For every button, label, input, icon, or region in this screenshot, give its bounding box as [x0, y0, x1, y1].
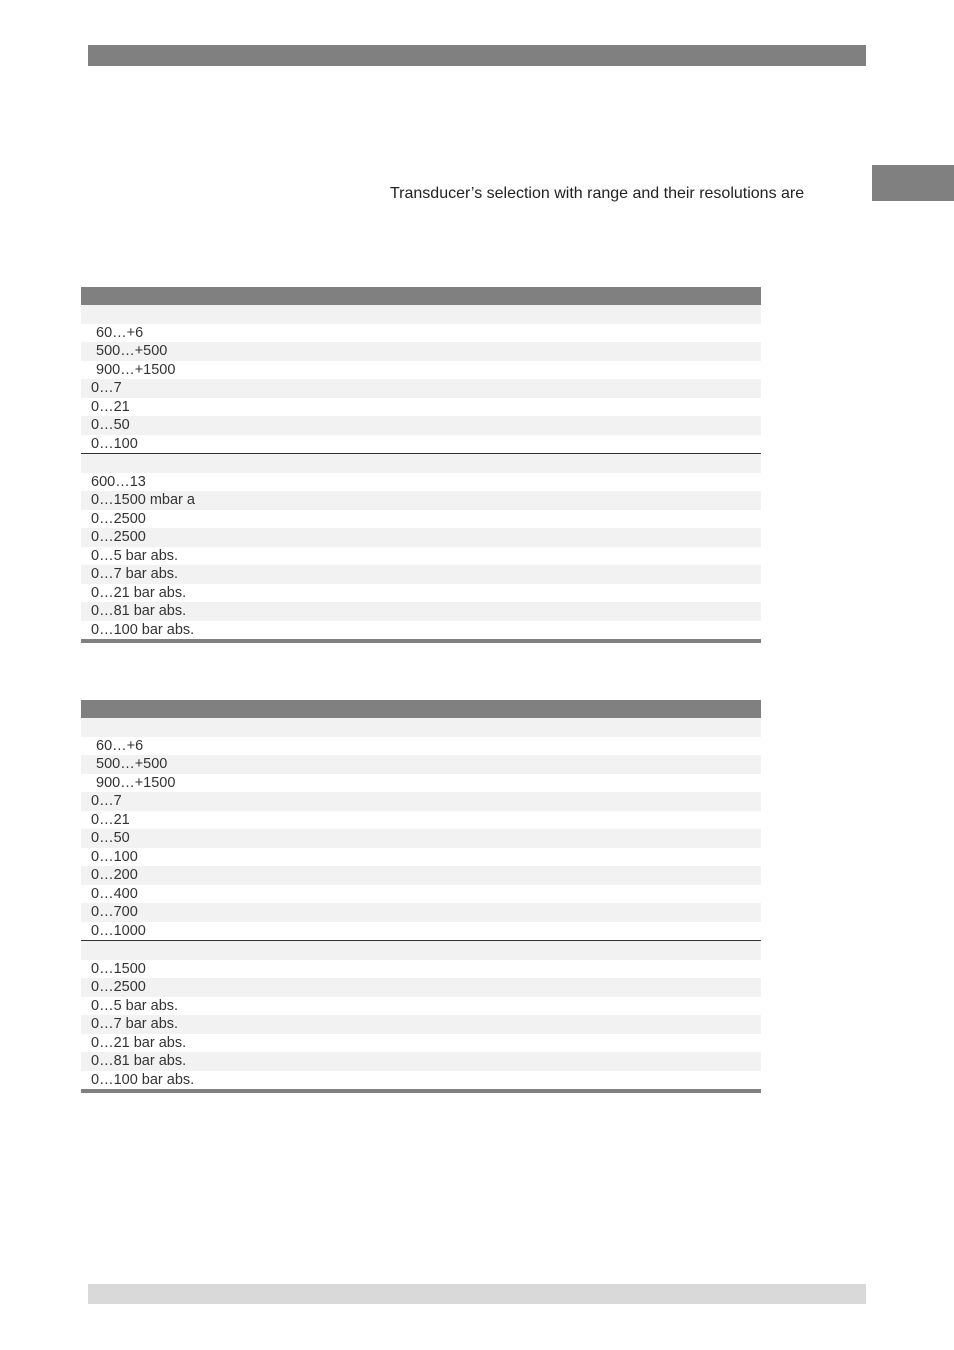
- table-row: 0…5 bar abs.: [91, 547, 179, 564]
- range-table-2: [81, 700, 761, 1093]
- table-row: [81, 454, 761, 473]
- table-row: [81, 305, 761, 324]
- table-header: [81, 700, 761, 718]
- table-row: [81, 718, 761, 737]
- table-row: 60…+6: [96, 737, 144, 754]
- table-row: 900…+1500: [96, 361, 176, 378]
- table-row: 0…21 bar abs.: [91, 1034, 187, 1051]
- table-group-1: [81, 305, 761, 453]
- table-row: 0…21 bar abs.: [91, 584, 187, 601]
- table-row: 0…7: [81, 792, 761, 811]
- table-row: 60…+6: [96, 324, 144, 341]
- table-row: 0…200: [81, 866, 761, 885]
- table-bottom-rule: [81, 639, 761, 643]
- table-row: 500…+500: [81, 755, 761, 774]
- table-row: 0…1500 mbar a: [81, 491, 761, 510]
- table-group-1: [81, 718, 761, 940]
- table-row: 0…100 bar abs.: [91, 1071, 195, 1088]
- table-row: 0…100: [91, 848, 138, 865]
- table-row: 900…+1500: [96, 774, 176, 791]
- table-row: 0…1000: [91, 922, 146, 939]
- table-row: 0…700: [81, 903, 761, 922]
- range-table-1: [81, 287, 761, 643]
- table-row: 0…1500: [91, 960, 146, 977]
- table-row: [81, 941, 761, 960]
- table-row: 0…5 bar abs.: [91, 997, 179, 1014]
- table-row: 0…100: [91, 435, 138, 452]
- table-row: 0…100 bar abs.: [91, 621, 195, 638]
- table-bottom-rule: [81, 1089, 761, 1093]
- table-row: 0…7 bar abs.: [81, 1015, 761, 1034]
- table-row: 0…21: [91, 398, 130, 415]
- table-row: 0…2500: [81, 978, 761, 997]
- header-bar: [88, 45, 866, 66]
- table-row: 0…81 bar abs.: [81, 1052, 761, 1071]
- table-row: 0…50: [81, 829, 761, 848]
- footer-bar: [88, 1284, 866, 1304]
- table-row: 0…2500: [91, 510, 146, 527]
- table-row: 0…2500: [81, 528, 761, 547]
- chapter-tab: [872, 165, 954, 201]
- table-row: 0…81 bar abs.: [81, 602, 761, 621]
- table-row: 0…50: [81, 416, 761, 435]
- table-group-2: [81, 940, 761, 1089]
- table-row: 0…21: [91, 811, 130, 828]
- table-row: 600…13: [91, 473, 146, 490]
- intro-text: Transducer’s selection with range and their resolutions are: [390, 185, 805, 202]
- table-group-2: [81, 453, 761, 639]
- table-row: 500…+500: [81, 342, 761, 361]
- table-header: [81, 287, 761, 305]
- table-row: 0…7 bar abs.: [81, 565, 761, 584]
- table-row: 0…7: [81, 379, 761, 398]
- table-row: 0…400: [91, 885, 138, 902]
